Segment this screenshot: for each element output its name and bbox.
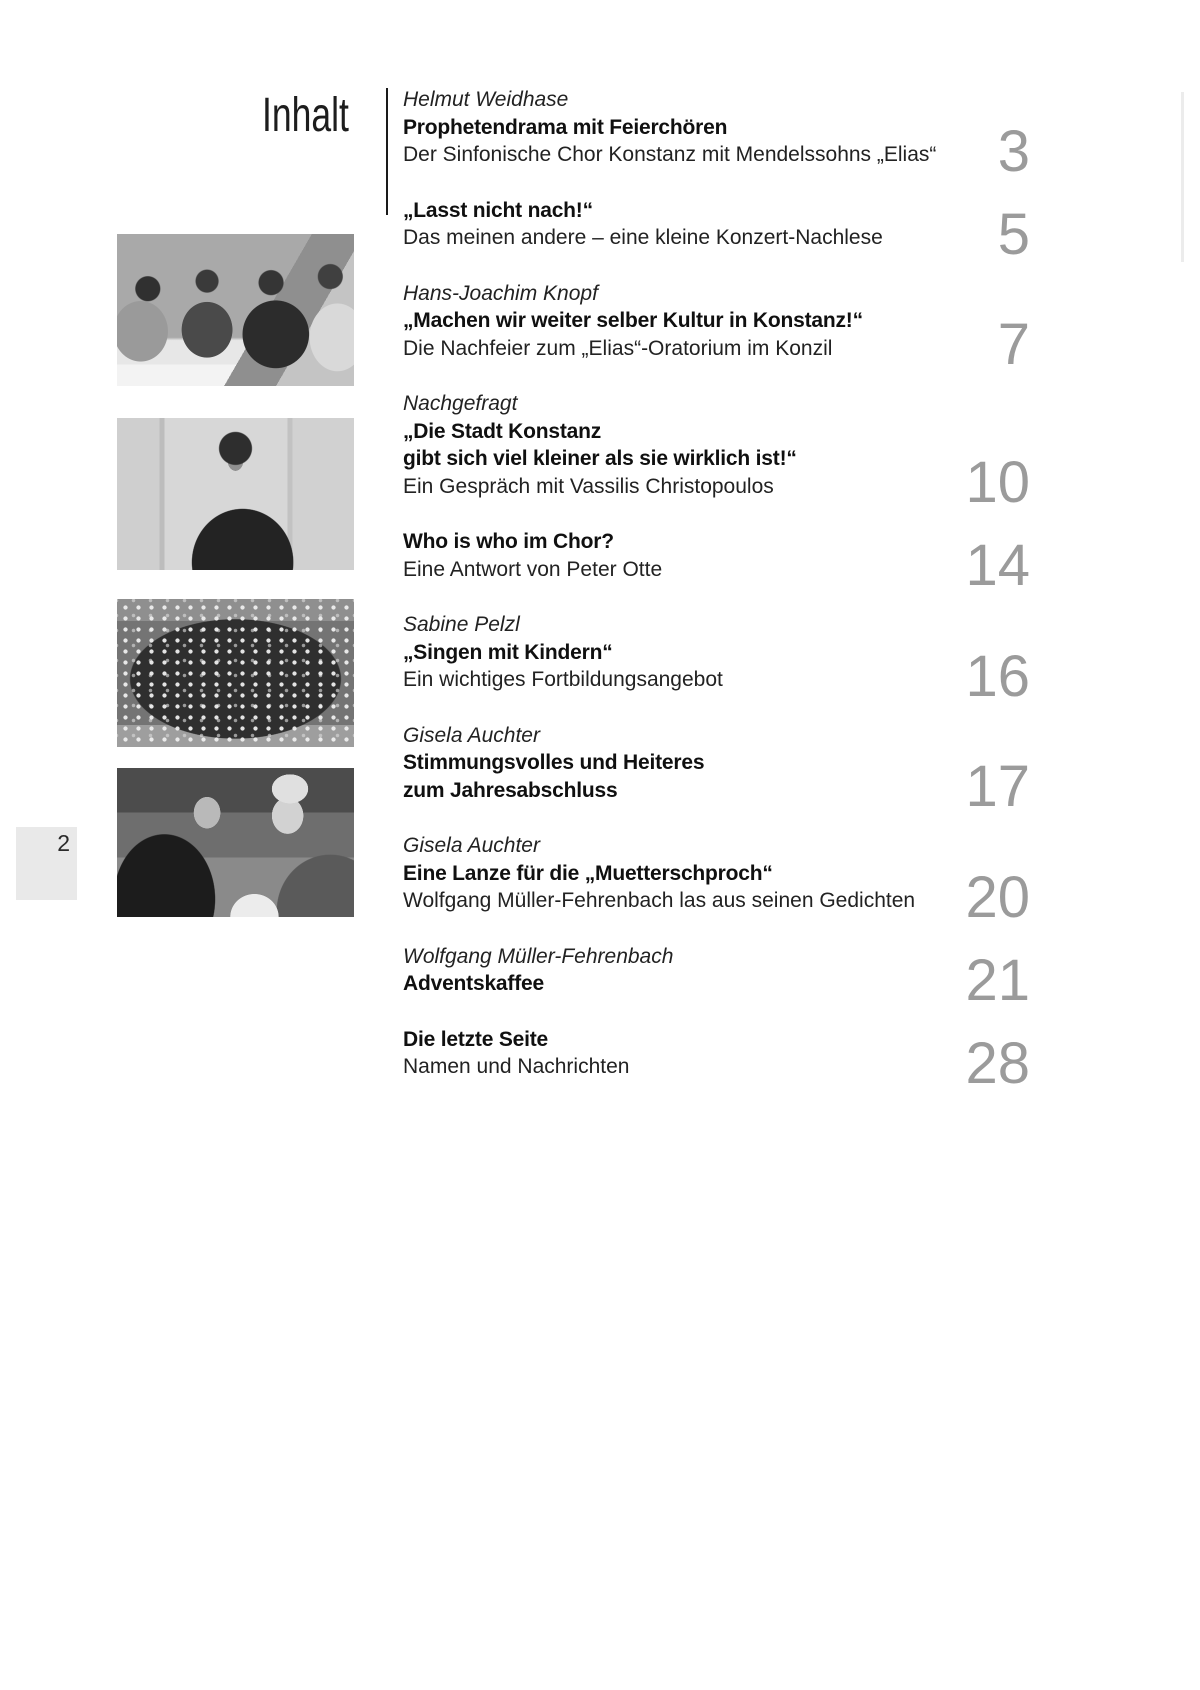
toc-entry <box>403 611 1030 709</box>
entry-title: Stimmungsvolles und Heiteres zum Jahresabschluss <box>403 751 705 802</box>
entry-subtitle: Eine Antwort von Peter Otte <box>403 557 663 581</box>
entry-title: Prophetendrama mit Feierchören <box>403 115 728 139</box>
entry-page-number: 10 <box>965 450 1030 515</box>
entry-page-number: 7 <box>997 312 1030 377</box>
entry-title: „Die Stadt Konstanz gibt sich viel kleiner als sie wirklich ist!“ <box>403 419 797 470</box>
toc-entry <box>403 197 1030 267</box>
entry-page-number: 16 <box>965 643 1030 709</box>
photo-choir-overhead <box>117 599 354 747</box>
entry-subtitle: Wolfgang Müller-Fehrenbach las aus seinen Gedichten <box>403 889 916 912</box>
toc-entry <box>403 86 1030 184</box>
entry-title: Die letzte Seite <box>403 1027 549 1051</box>
toc-entry <box>403 722 1030 819</box>
entry-title: „Machen wir weiter selber Kultur in Konstanz!“ <box>403 309 863 332</box>
entry-subtitle: Ein wichtiges Fortbildungsangebot <box>403 668 723 691</box>
entry-page-number: 17 <box>965 754 1030 819</box>
entry-subtitle: Der Sinfonische Chor Konstanz mit Mendelssohns „Elias“ <box>403 143 937 166</box>
toc-entry <box>403 390 1030 515</box>
photo-portrait-christopoulos <box>117 418 354 570</box>
entry-author: Hans-Joachim Knopf <box>403 281 598 305</box>
entry-page-number: 5 <box>997 201 1030 267</box>
toc-entry <box>403 1026 1030 1096</box>
entry-page-number: 28 <box>965 1030 1030 1096</box>
entry-author: Wolfgang Müller-Fehrenbach <box>403 944 674 968</box>
entry-title: Who is who im Chor? <box>403 530 614 553</box>
entry-subtitle: Namen und Nachrichten <box>403 1055 630 1078</box>
entry-author: Sabine Pelzl <box>403 613 520 636</box>
entry-subtitle: Das meinen andere – eine kleine Konzert-Nachlese <box>403 226 883 249</box>
page-number-box: 2 <box>16 827 77 900</box>
photo-group-toast <box>117 234 354 386</box>
photo-couple <box>117 768 354 917</box>
entry-title: „Singen mit Kindern“ <box>403 640 613 664</box>
toc-entry <box>403 832 1030 930</box>
entry-page-number: 3 <box>997 118 1030 184</box>
entry-subtitle: Die Nachfeier zum „Elias“-Oratorium im Konzil <box>403 336 833 360</box>
entry-author: Gisela Auchter <box>403 834 540 857</box>
entry-author: Gisela Auchter <box>403 723 540 747</box>
entry-subtitle: Ein Gespräch mit Vassilis Christopoulos <box>403 474 774 498</box>
entry-title: „Lasst nicht nach!“ <box>403 198 593 222</box>
toc-entry <box>403 943 1030 1013</box>
title-divider <box>386 88 388 215</box>
entry-page-number: 14 <box>965 533 1030 598</box>
entry-page-number: 21 <box>965 947 1030 1013</box>
entry-title: Eine Lanze für die „Muetterschproch“ <box>403 861 773 885</box>
scan-edge-artifact <box>1181 92 1184 262</box>
entry-author: Helmut Weidhase <box>403 88 569 111</box>
page-title: Inhalt <box>262 89 349 142</box>
entry-title: Adventskaffee <box>403 972 544 995</box>
toc-entry <box>403 528 1030 598</box>
entry-page-number: 20 <box>965 864 1030 930</box>
entry-author: Nachgefragt <box>403 392 518 415</box>
toc-list <box>403 86 1030 1109</box>
toc-entry <box>403 280 1030 377</box>
